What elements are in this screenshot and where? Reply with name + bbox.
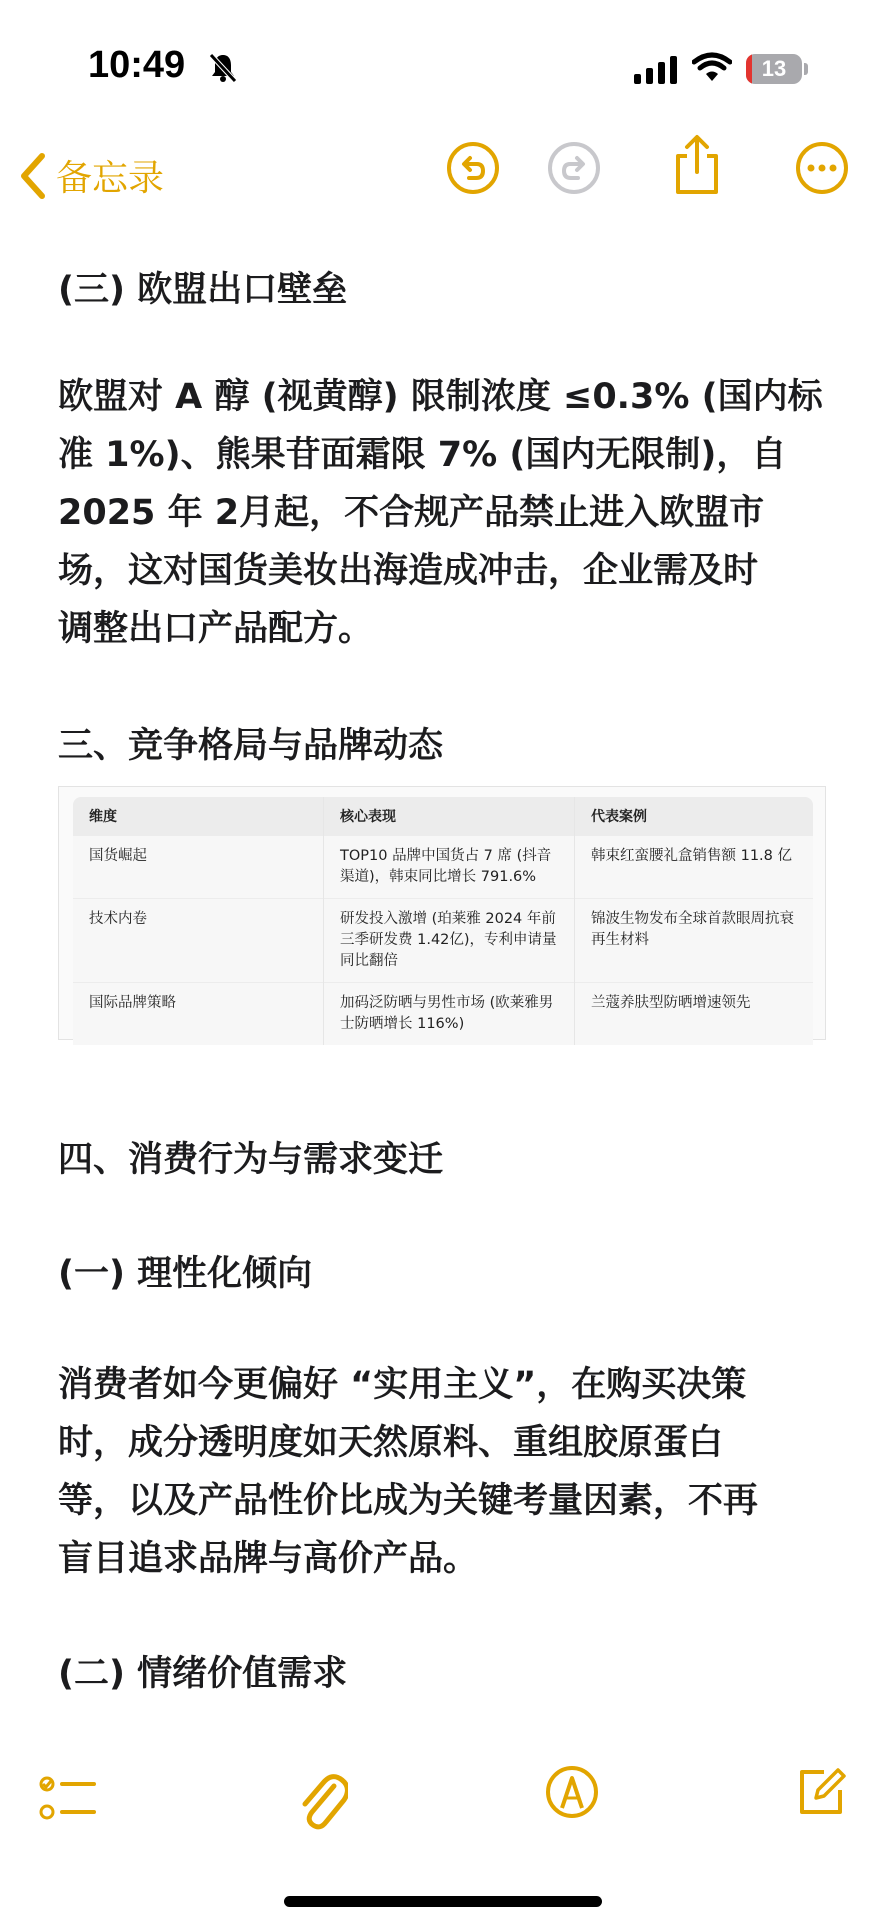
paragraph-line: 调整出口产品配方。 (58, 609, 374, 649)
rational-paragraph (58, 1356, 848, 1588)
back-button[interactable] (18, 150, 164, 201)
table-cell: 研发投入激增 (珀莱雅 2024 年前三季研发费 1.42亿)，专利申请量同比翻倍 (324, 899, 575, 983)
table-row (73, 836, 813, 899)
checklist-icon[interactable] (38, 1772, 98, 1828)
table-cell: 兰蔻养肤型防晒增速领先 (575, 983, 814, 1046)
competition-table (73, 797, 813, 1045)
table-header-row (73, 797, 813, 836)
undo-icon[interactable] (445, 140, 501, 196)
section-heading-emotional: (二) 情绪价值需求 (58, 1654, 348, 1694)
cellular-signal-icon (634, 56, 678, 84)
table-header-cell: 代表案例 (575, 797, 814, 836)
bottom-toolbar (0, 1760, 883, 1850)
notes-nav-bar (0, 130, 883, 220)
home-indicator[interactable] (284, 1896, 602, 1907)
battery-indicator (746, 54, 802, 84)
attachment-paperclip-icon[interactable] (296, 1766, 348, 1830)
paragraph-line: 欧盟对 A 醇 (视黄醇) 限制浓度 ≤0.3% (国内标 (58, 377, 823, 417)
compose-new-note-icon[interactable] (794, 1764, 848, 1820)
paragraph-line: 消费者如今更偏好 “实用主义”，在购买决策 (58, 1365, 747, 1405)
status-bar (0, 0, 883, 120)
table-header-cell: 维度 (73, 797, 324, 836)
wifi-icon (692, 52, 732, 82)
section-heading-rational: (一) 理性化倾向 (58, 1254, 313, 1294)
table-header-cell: 核心表现 (324, 797, 575, 836)
competition-table-image (58, 786, 826, 1040)
markup-pen-icon[interactable] (544, 1764, 600, 1822)
paragraph-line: 场，这对国货美妆出海造成冲击，企业需及时 (58, 551, 759, 591)
paragraph-line: 2025 年 2月起，不合规产品禁止进入欧盟市 (58, 493, 765, 533)
battery-nub (804, 63, 808, 75)
section-heading-eu: (三) 欧盟出口壁垒 (58, 270, 348, 310)
eu-paragraph (58, 368, 848, 658)
battery-low-fill (746, 54, 752, 84)
paragraph-line: 等，以及产品性价比成为关键考量因素，不再 (58, 1481, 759, 1521)
section-heading-consumer: 四、消费行为与需求变迁 (58, 1140, 444, 1180)
share-icon[interactable] (672, 134, 722, 196)
table-cell: 锦波生物发布全球首款眼周抗衰再生材料 (575, 899, 814, 983)
back-label: 备忘录 (56, 158, 165, 199)
battery-level: 13 (761, 56, 787, 81)
status-time: 10:49 (88, 44, 186, 86)
silent-bell-icon (208, 52, 238, 84)
paragraph-line: 盲目追求品牌与高价产品。 (58, 1539, 479, 1579)
table-cell: 国货崛起 (73, 836, 324, 899)
chevron-left-icon (18, 152, 48, 200)
table-cell: 加码泛防晒与男性市场 (欧莱雅男士防晒增长 116%) (324, 983, 575, 1046)
table-cell: 韩束红蛮腰礼盒销售额 11.8 亿 (575, 836, 814, 899)
section-heading-competition: 三、竞争格局与品牌动态 (58, 726, 444, 766)
paragraph-line: 准 1%)、熊果苷面霜限 7% (国内无限制)，自 (58, 435, 787, 475)
more-options-icon[interactable] (794, 140, 850, 196)
redo-icon[interactable] (546, 140, 602, 196)
table-cell: TOP10 品牌中国货占 7 席 (抖音渠道)，韩束同比增长 791.6% (324, 836, 575, 899)
table-cell: 技术内卷 (73, 899, 324, 983)
table-row (73, 899, 813, 983)
table-cell: 国际品牌策略 (73, 983, 324, 1046)
paragraph-line: 时，成分透明度如天然原料、重组胶原蛋白 (58, 1423, 724, 1463)
table-row (73, 983, 813, 1046)
